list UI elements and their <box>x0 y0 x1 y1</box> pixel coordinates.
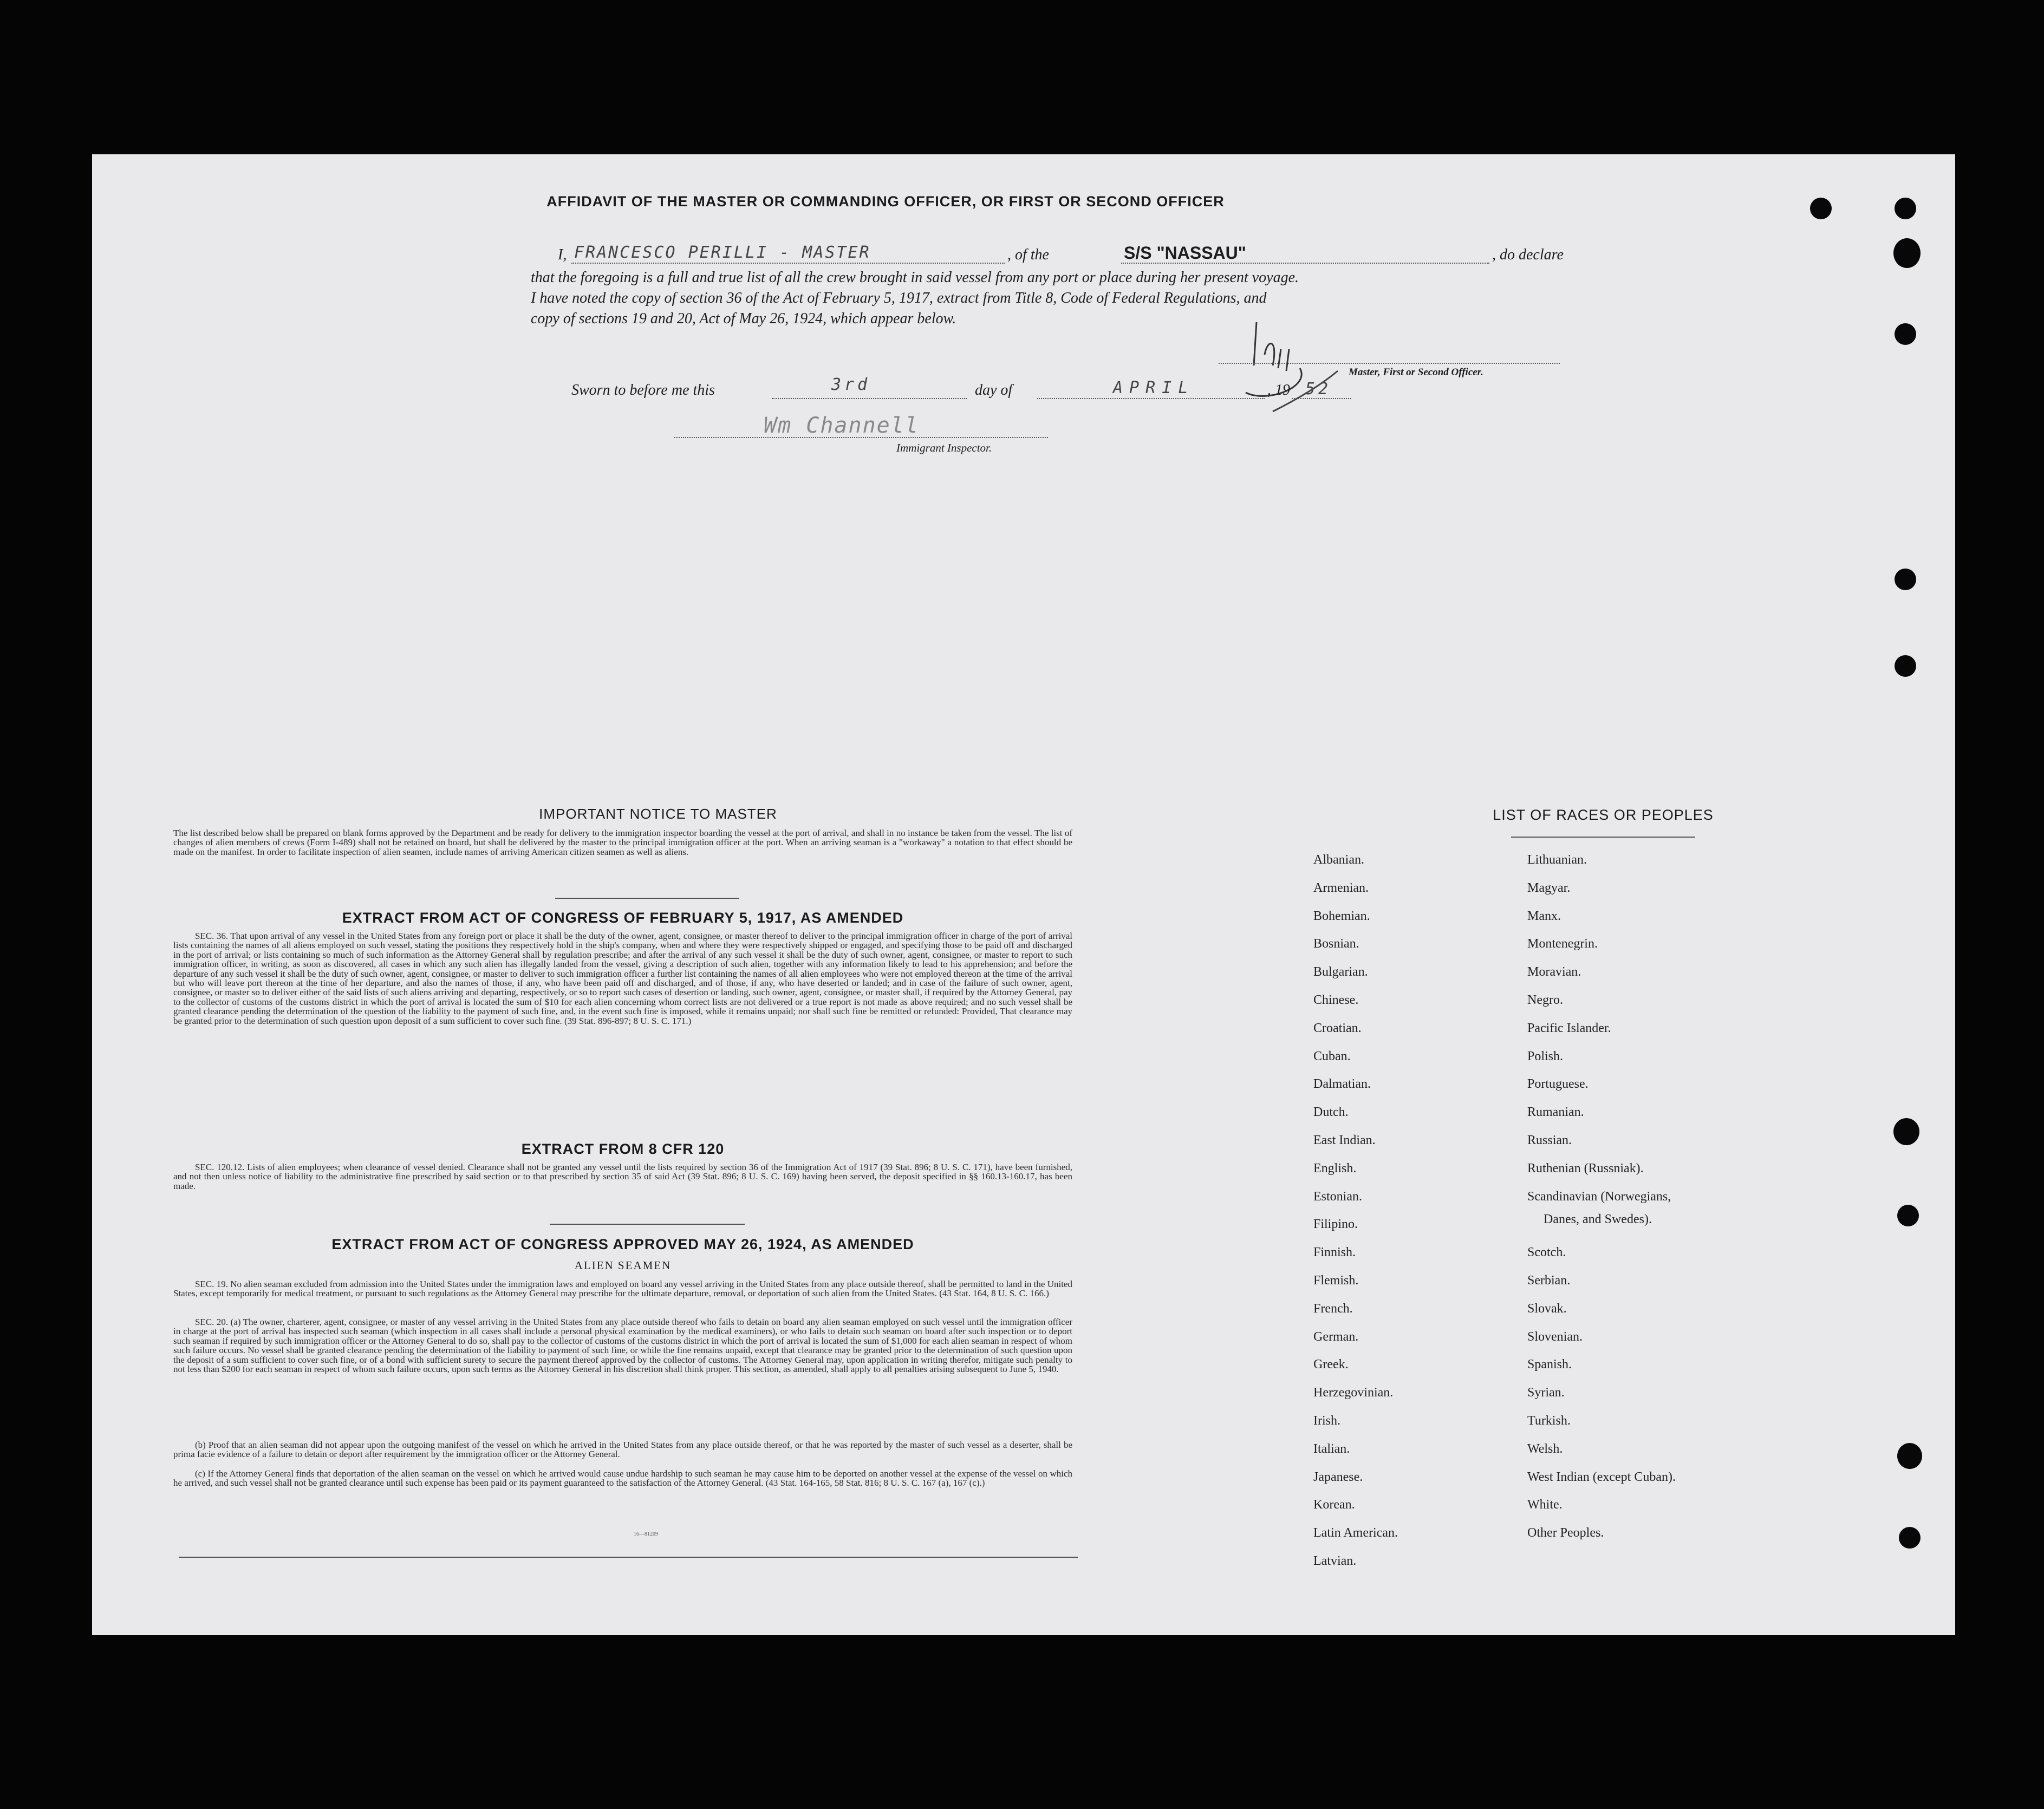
vessel-fill-line <box>1121 263 1489 264</box>
race-item: Manx. <box>1527 909 1561 923</box>
race-item: White. <box>1527 1498 1563 1512</box>
race-item: Welsh. <box>1527 1441 1563 1456</box>
master-signature-line <box>1219 363 1560 364</box>
inspector-signature: Wm Channell <box>764 413 919 438</box>
race-item: Moravian. <box>1527 965 1581 979</box>
affidavit-title: AFFIDAVIT OF THE MASTER OR COMMANDING OFFICER, OR FIRST OR SECOND OFFICER <box>546 193 1225 210</box>
inspector-caption: Immigrant Inspector. <box>896 441 992 454</box>
affidavit-line4: copy of sections 19 and 20, Act of May 26, 1924, which appear below. <box>531 310 956 327</box>
race-item: Magyar. <box>1527 880 1571 895</box>
punch-hole <box>1895 198 1916 219</box>
month-fill-line <box>1037 398 1265 399</box>
race-item: Ruthenian (Russniak). <box>1527 1161 1644 1175</box>
race-item: Pacific Islander. <box>1527 1021 1611 1035</box>
race-item: Estonian. <box>1313 1189 1362 1204</box>
extract-1924-sec20a: SEC. 20. (a) The owner, charterer, agent, consignee, or master of any vessel arriving in the United States from any place outside thereof who fails to detain on board any alien seaman employed on such vessel until the immigration officer in charge at the port of arrival has inspected such seaman (which inspection in all cases shall include a personal physical examination by the medical examiners), or who fails to detain such seaman on board after such inspection or to deport such seaman if required by such immigration officer or the Attorney General to do so, shall pay to the collector of customs of the customs district in which the port of arrival is located the sum of $1,000 for each alien seaman in respect of whom such failure occurs. No vessel shall be granted clearance pending the determination of the liability to payment of such fine, or while the fine remains unpaid, except that clearance may be granted prior to the determination of such question upon the deposit of a sum sufficient to cover such fine, or of a bond with sufficient surety to secure the payment thereof approved by the collector of customs. The Attorney General may, upon application in writing therefor, mitigate such penalty to not less than $200 for each seaman in respect of whom such failure occurs, upon such terms as the Attorney General in his discretion shall think proper. This section, as amended, shall apply to all penalties arising subsequent to June 5, 1940. <box>173 1317 1072 1375</box>
bottom-rule <box>179 1557 1078 1558</box>
races-divider <box>1511 837 1695 838</box>
punch-hole <box>1893 1118 1919 1145</box>
vessel-stamp: S/S "NASSAU" <box>1124 243 1246 263</box>
notice-body: The list described below shall be prepared on blank forms approved by the Department and be ready for delivery to the immigration inspector boarding the vessel at the port of arrival, and shall in no instance be taken from the vessel. The list of changes of alien members of crews (Form I-489) shall not be retained on board, but shall be delivered by the master to the principal immigration officer at the port. When an arriving seaman is a "workaway" a notation to that effect should be made on the manifest. In order to facilitate inspection of alien seamen, include names of arriving American citizen seamen as well as aliens. <box>173 828 1072 857</box>
race-item: Herzegovinian. <box>1313 1386 1394 1400</box>
affidavit-line2: that the foregoing is a full and true list of all the crew brought in said vessel from any port or place during her present voyage. <box>531 269 1299 286</box>
race-item: Dalmatian. <box>1313 1077 1371 1092</box>
punch-hole <box>1899 1527 1921 1549</box>
extract-cfr-body: SEC. 120.12. Lists of alien employees; when clearance of vessel denied. Clearance shall not be granted any vessel until the lists required by section 36 of the Immigration Act of 1917 (39 Stat. 896; 8 U. S. C. 171), have been furnished, and not then unless notice of liability to the administrative fine prescribed by said section or to that prescribed by section 35 of said Act (39 Stat. 896; 8 U. S. C. 169) having been served, the deposit specified in §§ 160.13-160.17, has been made. <box>173 1162 1072 1191</box>
punch-hole <box>1895 655 1916 677</box>
inspector-line <box>674 437 1048 438</box>
race-item: Filipino. <box>1313 1217 1358 1232</box>
race-item: Negro. <box>1527 993 1563 1007</box>
document-sheet <box>92 154 1955 1635</box>
race-item: Slovenian. <box>1527 1329 1583 1344</box>
sworn-label: Sworn to before me this <box>571 382 715 399</box>
race-item: West Indian (except Cuban). <box>1527 1470 1676 1484</box>
punch-hole <box>1810 198 1832 219</box>
extract-1917-title: EXTRACT FROM ACT OF CONGRESS OF FEBRUARY 5, 1917, AS AMENDED <box>342 910 904 926</box>
punch-hole <box>1897 1205 1919 1226</box>
extract-1924-title: EXTRACT FROM ACT OF CONGRESS APPROVED MAY 26, 1924, AS AMENDED <box>331 1236 914 1252</box>
extract-1924-subtitle: ALIEN SEAMEN <box>574 1259 672 1272</box>
race-item: Scandinavian (Norwegians, <box>1527 1189 1671 1204</box>
day-of-label: day of <box>975 382 1013 399</box>
extract-cfr-title: EXTRACT FROM 8 CFR 120 <box>521 1141 725 1157</box>
race-item: Turkish. <box>1527 1414 1571 1428</box>
of-the-text: , of the <box>1007 246 1049 263</box>
race-item: Bohemian. <box>1313 909 1370 923</box>
race-item: Dutch. <box>1313 1105 1349 1120</box>
race-item: Syrian. <box>1527 1386 1565 1400</box>
race-item: Rumanian. <box>1527 1105 1584 1120</box>
master-caption: Master, First or Second Officer. <box>1349 367 1483 378</box>
punch-hole <box>1895 323 1916 345</box>
race-item: Other Peoples. <box>1527 1526 1604 1540</box>
notice-divider <box>555 898 739 899</box>
race-item: Scotch. <box>1527 1245 1566 1260</box>
race-item: German. <box>1313 1329 1359 1344</box>
race-item: Japanese. <box>1313 1470 1363 1484</box>
race-item-continuation: Danes, and Swedes). <box>1544 1212 1652 1226</box>
extract-1924-sec19: SEC. 19. No alien seaman excluded from admission into the United States under the immigration laws and employed on board any vessel arriving in the United States from any place outside thereof, shall be permitted to land in the United States, except temporarily for medical treatment, or pursuant to such regulations as the Attorney General may prescribe for the ultimate departure, removal, or deportation of such alien from the United States. (43 Stat. 164, 8 U. S. C. 166.) <box>173 1279 1072 1299</box>
race-item: Albanian. <box>1313 853 1364 867</box>
race-item: Flemish. <box>1313 1274 1359 1288</box>
race-item: Greek. <box>1313 1357 1349 1372</box>
race-item: Irish. <box>1313 1414 1340 1428</box>
race-item: French. <box>1313 1301 1353 1316</box>
affidavit-i: I, <box>558 246 567 263</box>
year-prefix: , 19 <box>1267 382 1290 399</box>
master-name-field: FRANCESCO PERILLI - MASTER <box>574 243 871 262</box>
race-item: Portuguese. <box>1527 1077 1589 1092</box>
signature-stroke <box>1251 368 1343 417</box>
extract-1924-sec20c: (c) If the Attorney General finds that deportation of the alien seaman on the vessel on which he arrived would cause undue hardship to such seaman he may cause him to be deported on another vessel at the expense of the vessel on which he arrived, and such vessel shall not be granted clearance until such expense has been paid or its payment guaranteed to the satisfaction of the Attorney General. (43 Stat. 164-165, 58 Stat. 816; 8 U. S. C. 167 (a), 167 (c).) <box>173 1468 1072 1488</box>
cfr-divider <box>550 1224 745 1225</box>
race-item: Latin American. <box>1313 1526 1398 1540</box>
punch-hole <box>1897 1443 1922 1469</box>
race-item: Slovak. <box>1527 1301 1567 1316</box>
extract-1924-sec20b: (b) Proof that an alien seaman did not appear upon the outgoing manifest of the vessel on which he arrived in the United States from any place outside thereof, or that he was reported by the master of such vessel as a deserter, shall be prima facie evidence of a failure to detain or deport after requirement by the immigration officer or the Attorney General. <box>173 1440 1072 1460</box>
race-item: Cuban. <box>1313 1049 1351 1063</box>
race-item: Spanish. <box>1527 1357 1572 1372</box>
sworn-day-field: 3rd <box>831 375 871 394</box>
affidavit-line3: I have noted the copy of section 36 of the Act of February 5, 1917, extract from Title 8, Code of Federal Regulations, and <box>531 290 1267 306</box>
print-code: 16—81209 <box>634 1531 658 1537</box>
sworn-month-field: APRIL <box>1113 378 1195 397</box>
race-item: Polish. <box>1527 1049 1564 1063</box>
punch-hole <box>1893 238 1921 268</box>
extract-1917-body: SEC. 36. That upon arrival of any vessel in the United States from any foreign port or place it shall be the duty of the owner, agent, consignee, or master thereof to deliver to the principal immigration officer in charge of the port of arrival lists containing the names of all aliens employed on such vessel, stating the positions they respectively hold in the ship's company, when and where they were respectively shipped or engaged, and specifying those to be paid off and discharged in the port of arrival; or lists containing so much of such information as the Attorney General shall by regulation prescribe; and after the arrival of any such vessel it shall be the duty of such owner, agent, consignee, or master to report to such immigration officer, in writing, as soon as discovered, all cases in which any such alien has illegally landed from the vessel, giving a description of such alien, together with any information likely to lead to his apprehension; and before the departure of any such vessel it shall be the duty of such owner, agent, consignee, or master to deliver to such immigration officer a further list containing the names of all alien employees who were not employed thereon at the time of the arrival but who will leave port thereon at the time of her departure, and also the names of those, if any, who have been paid off and discharged, and of those, if any, who have deserted or landed; and in case of the failure of such owner, agent, consignee, or master so to deliver either of the said lists of such aliens arriving and departing, respectively, or so to report such cases of desertion or landing, such owner, agent, consignee, or master shall, if required by the Attorney General, pay to the collector of customs of the customs district in which the port of arrival is located the sum of $10 for each alien concerning whom correct lists are not delivered or a true report is not made as above required; and no such vessel shall be granted clearance pending the determination of the question of the liability to the payment of such fine, and, in the event such fine is imposed, while it remains unpaid; nor shall such fine be remitted or refunded: Provided, That clearance may be granted prior to the determination of such question upon deposit of a sum sufficient to cover such fine. (39 Stat. 896-897; 8 U. S. C. 171.) <box>173 931 1072 1026</box>
day-fill-line <box>772 398 967 399</box>
races-title: LIST OF RACES OR PEOPLES <box>1493 807 1714 823</box>
race-item: Finnish. <box>1313 1245 1356 1260</box>
race-item: Lithuanian. <box>1527 853 1587 867</box>
notice-title: IMPORTANT NOTICE TO MASTER <box>539 806 777 822</box>
race-item: Italian. <box>1313 1441 1350 1456</box>
year-field: 52 <box>1305 380 1332 399</box>
race-item: Bulgarian. <box>1313 965 1368 979</box>
affidavit-line1 <box>558 243 1657 268</box>
name-fill-line <box>571 263 1005 264</box>
race-item: English. <box>1313 1161 1357 1175</box>
race-item: Armenian. <box>1313 880 1369 895</box>
race-item: East Indian. <box>1313 1133 1376 1147</box>
race-item: Chinese. <box>1313 993 1359 1007</box>
race-item: Montenegrin. <box>1527 937 1598 951</box>
punch-hole <box>1895 569 1916 590</box>
race-item: Serbian. <box>1527 1274 1571 1288</box>
race-item: Russian. <box>1527 1133 1572 1147</box>
race-item: Latvian. <box>1313 1554 1357 1568</box>
race-item: Korean. <box>1313 1498 1355 1512</box>
race-item: Bosnian. <box>1313 937 1359 951</box>
race-item: Croatian. <box>1313 1021 1362 1035</box>
do-declare-text: , do declare <box>1492 246 1564 263</box>
